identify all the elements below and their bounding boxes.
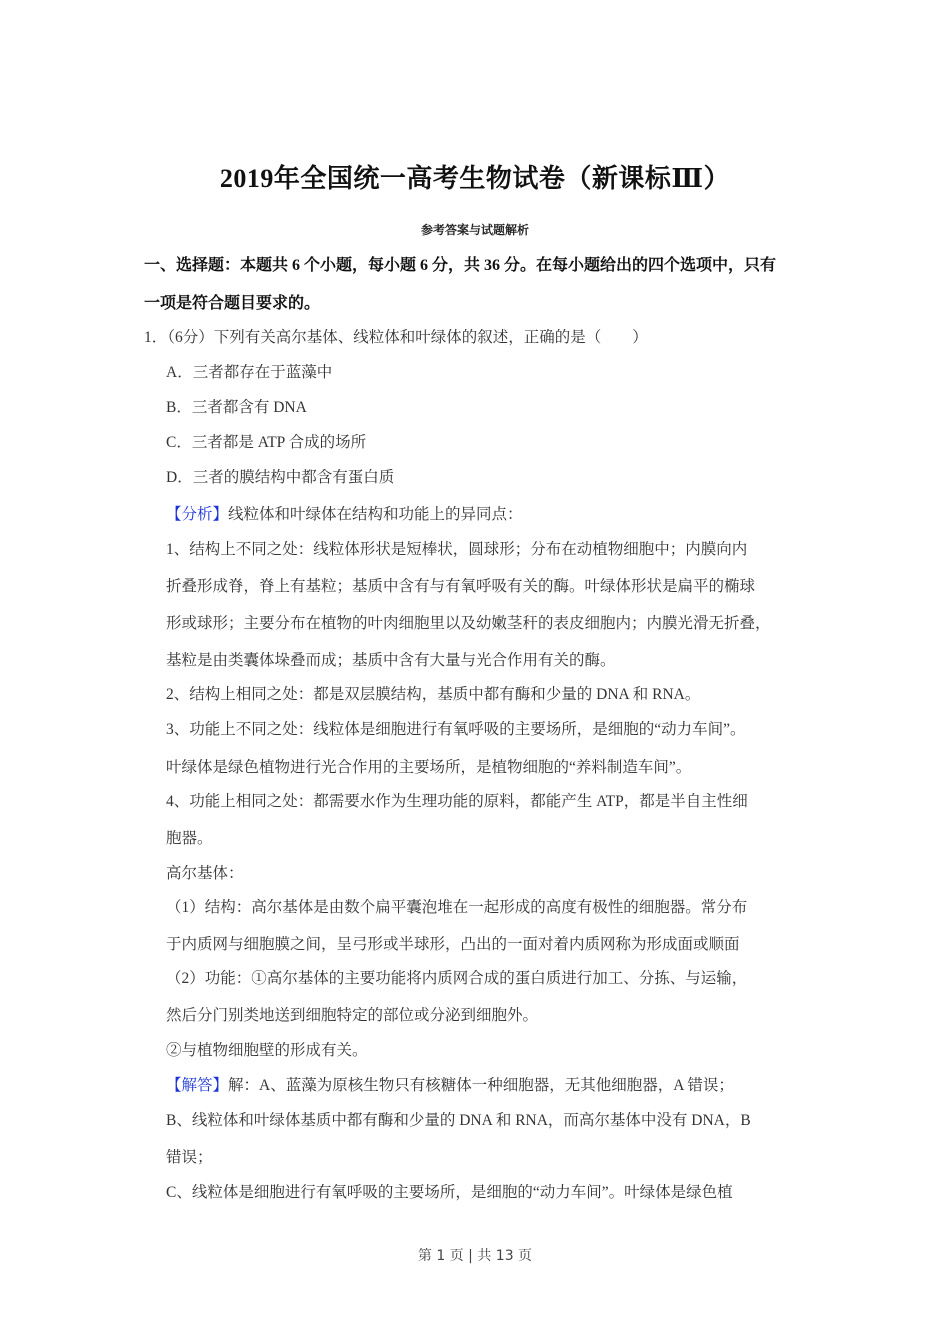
- analysis-line: 形或球形；主要分布在植物的叶肉细胞里以及幼嫩茎秆的表皮细胞内；内膜光滑无折叠，: [166, 615, 771, 632]
- option-d: D．三者的膜结构中都含有蛋白质: [166, 469, 395, 486]
- answer-tag: 【解答】: [166, 1077, 229, 1094]
- section-heading-line-2: 一项是符合题目要求的。: [144, 295, 321, 312]
- answer-intro-text: 解：A、蓝藻为原核生物只有核糖体一种细胞器，无其他细胞器，A 错误；: [228, 1077, 734, 1094]
- analysis-line: 叶绿体是绿色植物进行光合作用的主要场所，是植物细胞的“养料制造车间”。: [166, 759, 692, 776]
- analysis-line: （2）功能：①高尔基体的主要功能将内质网合成的蛋白质进行加工、分拣、与运输，: [166, 970, 748, 987]
- page-title: 2019年全国统一高考生物试卷（新课标Ⅲ）: [219, 164, 731, 193]
- analysis-line: ②与植物细胞壁的形成有关。: [166, 1042, 368, 1059]
- analysis-line: 折叠形成脊，脊上有基粒；基质中含有与有氧呼吸有关的酶。叶绿体形状是扁平的椭球: [166, 578, 756, 595]
- answer-line: C、线粒体是细胞进行有氧呼吸的主要场所，是细胞的“动力车间”。叶绿体是绿色植: [166, 1184, 733, 1201]
- page-footer: 第 1 页 | 共 13 页: [417, 1248, 533, 1264]
- answer-intro: [166, 1073, 734, 1095]
- analysis-line: 高尔基体：: [166, 865, 244, 882]
- analysis-line: 2、结构上相同之处：都是双层膜结构，基质中都有酶和少量的 DNA 和 RNA。: [166, 686, 701, 703]
- answer-line: B、线粒体和叶绿体基质中都有酶和少量的 DNA 和 RNA，而高尔基体中没有 DNA，B: [166, 1112, 751, 1129]
- analysis-intro-text: 线粒体和叶绿体在结构和功能上的异同点：: [228, 506, 523, 523]
- analysis-line: 基粒是由类囊体垛叠而成；基质中含有大量与光合作用有关的酶。: [166, 652, 616, 669]
- option-c: C．三者都是 ATP 合成的场所: [166, 434, 367, 451]
- answer-line: 错误；: [166, 1149, 213, 1166]
- analysis-intro: [166, 502, 523, 524]
- analysis-line: 3、功能上不同之处：线粒体是细胞进行有氧呼吸的主要场所，是细胞的“动力车间”。: [166, 721, 746, 738]
- analysis-line: 于内质网与细胞膜之间，呈弓形或半球形，凸出的一面对着内质网称为形成面或顺面: [166, 936, 740, 953]
- analysis-line: 然后分门别类地送到细胞特定的部位或分泌到细胞外。: [166, 1007, 539, 1024]
- analysis-line: 4、功能上相同之处：都需要水作为生理功能的原料，都能产生 ATP，都是半自主性细: [166, 793, 748, 810]
- option-b: B．三者都含有 DNA: [166, 399, 307, 416]
- analysis-line: 胞器。: [166, 830, 213, 847]
- analysis-line: 1、结构上不同之处：线粒体形状是短棒状，圆球形；分布在动植物细胞中；内膜向内: [166, 541, 748, 558]
- question-stem: 1．（6分）下列有关高尔基体、线粒体和叶绿体的叙述，正确的是（ ）: [144, 329, 648, 346]
- analysis-line: （1）结构：高尔基体是由数个扁平囊泡堆在一起形成的高度有极性的细胞器。常分布: [166, 899, 748, 916]
- option-a: A．三者都存在于蓝藻中: [166, 364, 333, 381]
- analysis-tag: 【分析】: [166, 506, 229, 523]
- page-subtitle: 参考答案与试题解析: [420, 223, 529, 237]
- section-heading-line-1: 一、选择题：本题共 6 个小题，每小题 6 分，共 36 分。在每小题给出的四个选项中，只有: [144, 257, 777, 274]
